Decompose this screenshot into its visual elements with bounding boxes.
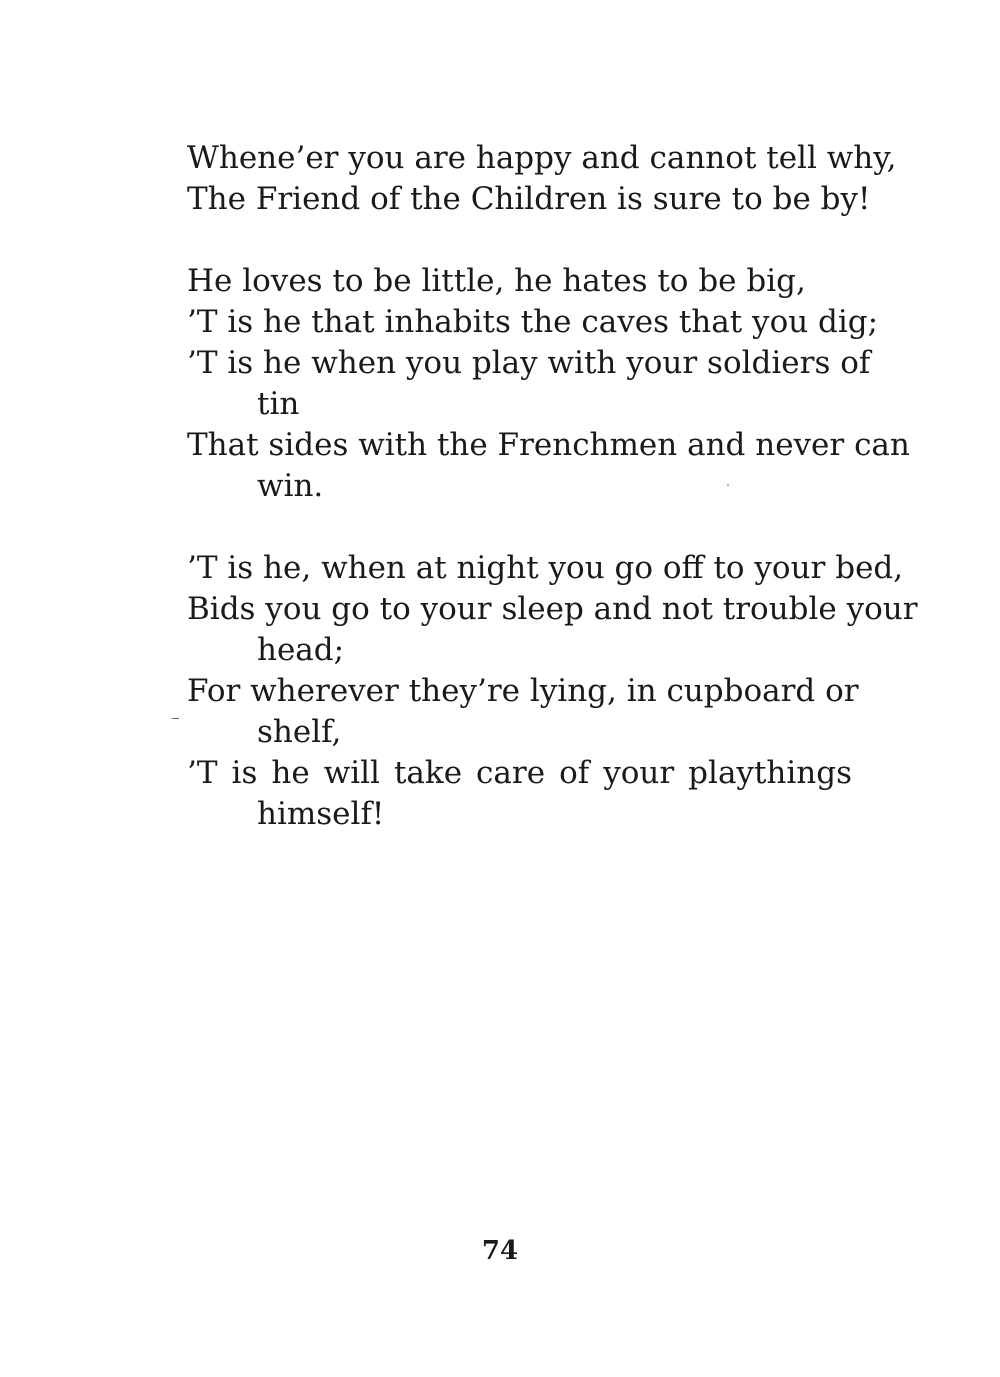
stanza-3: [187, 548, 918, 835]
page-number: 74: [481, 1236, 519, 1266]
poem-line: ’T is he, when at night you go off to your bed,: [187, 550, 904, 586]
poem-line: Bids you go to your sleep and not trouble your: [187, 591, 918, 627]
poem-body: [187, 138, 918, 835]
stanza-divider: [187, 507, 852, 548]
poem-line-continuation: tin: [257, 386, 300, 422]
poem-line-continuation: shelf,: [257, 714, 342, 750]
poem-line: That sides with the Frenchmen and never can: [187, 427, 910, 463]
print-speck: [727, 484, 729, 486]
poem-line: ’T is he that inhabits the caves that you dig;: [187, 304, 879, 340]
poem-line: For wherever they’re lying, in cupboard or: [187, 673, 859, 709]
stanza-1: [187, 138, 897, 220]
poem-line: ’T is he will take care of your playthings: [187, 755, 852, 791]
poem-line-continuation: himself!: [257, 796, 385, 832]
poem-line-continuation: head;: [257, 632, 345, 668]
margin-mark: [172, 718, 179, 719]
poem-line: Whene’er you are happy and cannot tell why,: [187, 140, 897, 176]
poem-line: The Friend of the Children is sure to be by!: [187, 181, 871, 217]
poem-line: ’T is he when you play with your soldiers of: [187, 345, 871, 381]
stanza-2: [187, 261, 910, 507]
poem-line-continuation: win.: [257, 468, 324, 504]
stanza-divider: [187, 220, 852, 261]
poem-line: He loves to be little, he hates to be big,: [187, 263, 806, 299]
